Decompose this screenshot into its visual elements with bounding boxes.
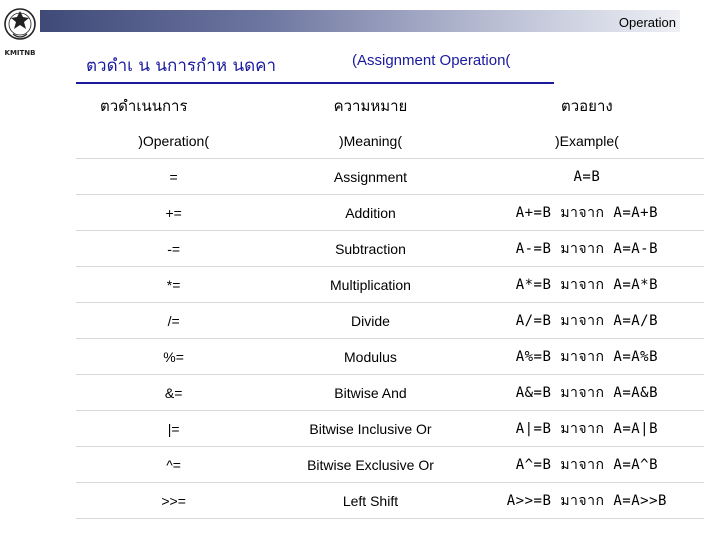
table-header-thai-row	[76, 88, 704, 124]
meaning-cell: Multiplication	[271, 267, 470, 303]
meaning-cell: Assignment	[271, 159, 470, 195]
header-meaning-english: )Meaning(	[271, 124, 470, 159]
meaning-cell: Bitwise Inclusive Or	[271, 411, 470, 447]
example-cell: A-=B มาจาก A=A-B	[470, 231, 704, 267]
meaning-cell: Bitwise And	[271, 375, 470, 411]
table-row	[76, 339, 704, 375]
header-gradient-bar	[40, 10, 680, 32]
table-row	[76, 375, 704, 411]
table-row	[76, 231, 704, 267]
meaning-cell: Bitwise Exclusive Or	[271, 447, 470, 483]
header-operation-thai: ตวดำเนนการ	[100, 98, 188, 115]
operator-cell: +=	[76, 195, 271, 231]
example-cell: A=B	[470, 159, 704, 195]
meaning-cell: Left Shift	[271, 483, 470, 519]
table-row	[76, 267, 704, 303]
table-row	[76, 195, 704, 231]
title-underline	[76, 82, 554, 84]
header-meaning-thai: ความหมาย	[333, 98, 408, 115]
example-cell: A*=B มาจาก A=A*B	[470, 267, 704, 303]
assignment-operators-table	[76, 88, 704, 519]
example-cell: A|=B มาจาก A=A|B	[470, 411, 704, 447]
example-cell: A/=B มาจาก A=A/B	[470, 303, 704, 339]
example-cell: A^=B มาจาก A=A^B	[470, 447, 704, 483]
table-row	[76, 411, 704, 447]
operator-cell: /=	[76, 303, 271, 339]
university-seal-logo	[2, 2, 38, 60]
header-example-thai: ตวอยาง	[561, 98, 613, 115]
operator-cell: %=	[76, 339, 271, 375]
example-cell: A&=B มาจาก A=A&B	[470, 375, 704, 411]
logo-caption: KMITNB	[4, 49, 36, 57]
slide-title-thai: ตวดำเ น นการกำห นดคา	[86, 56, 277, 76]
slide-topic-label: Operation	[618, 15, 676, 30]
operator-cell: |=	[76, 411, 271, 447]
table-row	[76, 159, 704, 195]
slide-title-english: (Assignment Operation(	[352, 52, 511, 69]
table-row	[76, 447, 704, 483]
header-example-english: )Example(	[470, 124, 704, 159]
operator-cell: =	[76, 159, 271, 195]
operator-cell: &=	[76, 375, 271, 411]
header-operation-english: )Operation(	[76, 124, 271, 159]
example-cell: A+=B มาจาก A=A+B	[470, 195, 704, 231]
example-cell: A%=B มาจาก A=A%B	[470, 339, 704, 375]
operator-cell: ^=	[76, 447, 271, 483]
example-cell: A>>=B มาจาก A=A>>B	[470, 483, 704, 519]
table-row	[76, 483, 704, 519]
meaning-cell: Subtraction	[271, 231, 470, 267]
meaning-cell: Divide	[271, 303, 470, 339]
table-row	[76, 303, 704, 339]
meaning-cell: Modulus	[271, 339, 470, 375]
operator-cell: >>=	[76, 483, 271, 519]
operator-cell: -=	[76, 231, 271, 267]
meaning-cell: Addition	[271, 195, 470, 231]
table-header-english-row	[76, 124, 704, 159]
operator-cell: *=	[76, 267, 271, 303]
